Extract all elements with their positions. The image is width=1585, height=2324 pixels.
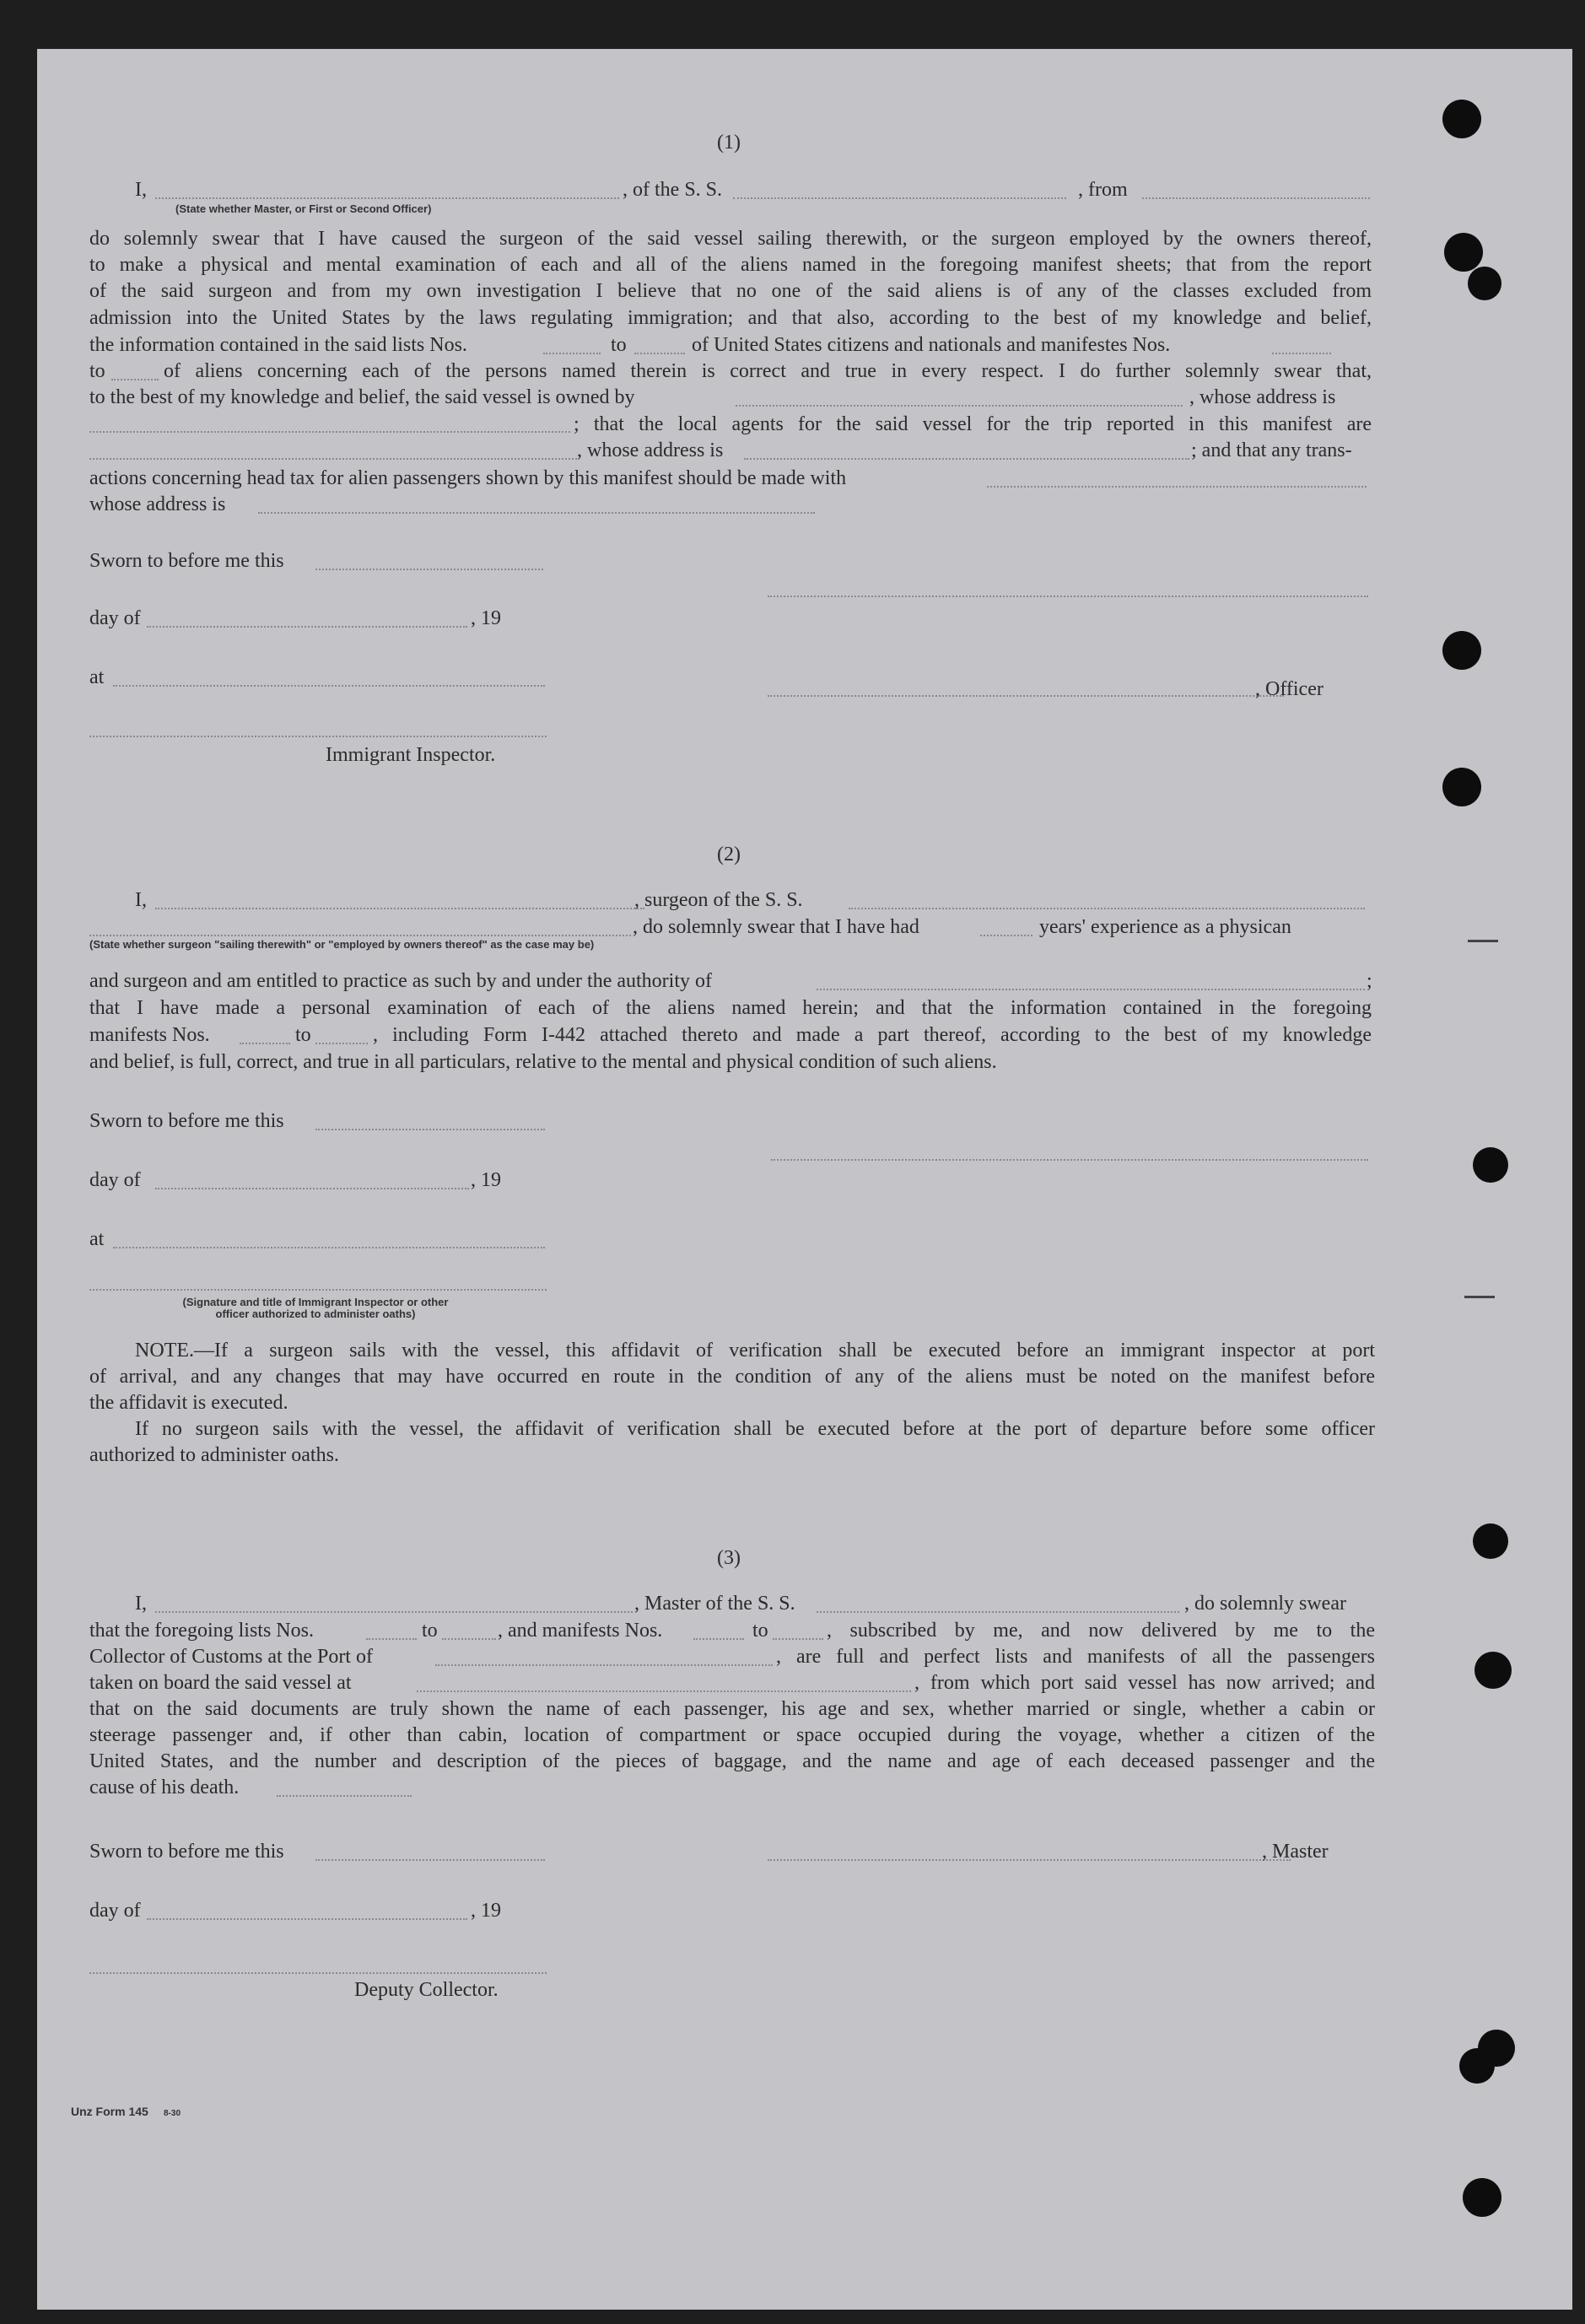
blank-field — [147, 1918, 467, 1920]
section-2-year: , 19 — [471, 1169, 501, 1191]
section-2-sublabel: (State whether surgeon "sailing therewith" or "employed by owners thereof" as the case may be) — [89, 938, 595, 951]
section-1-to: to — [611, 334, 627, 356]
section-3-swear: , do solemnly swear — [1184, 1593, 1346, 1615]
section-2-line: , including Form I-442 attached thereto and made a part thereof, according to the best of my knowledge — [373, 1024, 1372, 1046]
section-3-intro-i: I, — [135, 1593, 147, 1615]
blank-field — [817, 1611, 1179, 1613]
blank-field — [442, 1638, 496, 1640]
section-1-inspector: Immigrant Inspector. — [326, 744, 496, 766]
section-1-from: , from — [1078, 179, 1128, 201]
section-3-day-of: day of — [89, 1900, 141, 1922]
margin-mark — [1468, 940, 1498, 942]
section-1-line: the information contained in the said lists Nos. — [89, 334, 467, 356]
signature-line — [89, 1972, 547, 1974]
section-1-line: , whose address is — [1189, 386, 1336, 408]
blank-field — [733, 197, 1066, 199]
punch-hole — [1442, 768, 1481, 806]
section-3-line: , and manifests Nos. — [498, 1620, 663, 1642]
punch-hole — [1444, 233, 1483, 272]
section-1-line: actions concerning head tax for alien passengers shown by this manifest should be made with — [89, 467, 847, 489]
section-3-sworn: Sworn to before me this — [89, 1841, 284, 1863]
punch-hole — [1468, 267, 1501, 300]
punch-hole — [1442, 100, 1481, 138]
blank-field — [113, 685, 545, 687]
section-3-line: , from which port said vessel has now arrived; and — [914, 1672, 1375, 1694]
section-2-line: manifests Nos. — [89, 1024, 210, 1046]
section-3-line: , are full and perfect lists and manifests of all the passengers — [776, 1646, 1375, 1668]
signature-line — [771, 1159, 1368, 1161]
blank-field — [147, 626, 467, 628]
section-1-line: , whose address is — [577, 439, 724, 461]
punch-hole — [1473, 1147, 1508, 1183]
section-2-to: to — [295, 1024, 311, 1046]
section-1-line: admission into the United States by the laws regulating immigration; and that also, according to the best of my knowledge and belief, — [89, 307, 1372, 329]
punch-hole — [1473, 1523, 1508, 1559]
blank-field — [277, 1795, 412, 1797]
blank-field — [773, 1638, 823, 1640]
section-3-year: , 19 — [471, 1900, 501, 1922]
section-1-intro-i: I, — [135, 179, 147, 201]
section-2-line: and surgeon and am entitled to practice as such by and under the authority of — [89, 970, 712, 992]
punch-hole — [1463, 2178, 1501, 2217]
section-1-officer: , Officer — [1255, 678, 1324, 700]
section-2-number: (2) — [717, 844, 741, 865]
section-2-intro-i: I, — [135, 889, 147, 911]
section-1-line: do solemnly swear that I have caused the surgeon of the said vessel sailing therewith, or the surgeon employed by the owners thereof, — [89, 228, 1372, 250]
blank-field — [366, 1638, 417, 1640]
section-2-line: years' experience as a physican — [1039, 916, 1291, 938]
section-2-line: and belief, is full, correct, and true in all particulars, relative to the mental and physical condition of such aliens. — [89, 1051, 997, 1073]
blank-field — [315, 1129, 545, 1130]
blank-field — [693, 1638, 744, 1640]
section-2-line: that I have made a personal examination of each of the aliens named herein; and that the information contained in the foregoing — [89, 997, 1372, 1019]
note-line: NOTE.—If a surgeon sails with the vessel, this affidavit of verification shall be executed before an immigrant inspector at port — [135, 1340, 1375, 1362]
blank-field — [111, 379, 159, 380]
blank-field — [315, 1859, 545, 1861]
note-line: If no surgeon sails with the vessel, the affidavit of verification shall be executed before at the port of departure before some officer — [135, 1418, 1375, 1440]
section-3-line: steerage passenger and, if other than cabin, location of compartment or space occupied during the voyage, whether a citizen of the — [89, 1724, 1375, 1746]
section-3-line: that the foregoing lists Nos. — [89, 1620, 314, 1642]
blank-field — [417, 1690, 911, 1692]
blank-field — [435, 1664, 773, 1666]
section-1-sublabel: (State whether Master, or First or Second Officer) — [175, 202, 432, 215]
section-1-line: ; that the local agents for the said vessel for the trip reported in this manifest are — [574, 413, 1372, 435]
section-1-number: (1) — [717, 132, 741, 154]
section-1-line: of aliens concerning each of the persons named therein is correct and true in every respect. I do further solemnly swear that, — [164, 360, 1372, 382]
section-3-master: , Master — [1262, 1841, 1329, 1863]
blank-field — [89, 431, 570, 433]
section-2-surgeon-ss: , surgeon of the S. S. — [634, 889, 803, 911]
section-3-line: United States, and the number and description of the pieces of baggage, and the name and age of each deceased passenger and the — [89, 1750, 1375, 1772]
section-3-line: taken on board the said vessel at — [89, 1672, 352, 1694]
blank-field — [543, 353, 601, 354]
punch-hole — [1459, 2048, 1495, 2084]
note-line: the affidavit is executed. — [89, 1392, 288, 1414]
section-1-line: whose address is — [89, 493, 226, 515]
section-1-sworn: Sworn to before me this — [89, 550, 284, 572]
blank-field — [1272, 353, 1331, 354]
blank-field — [258, 512, 815, 514]
section-3-to: to — [752, 1620, 768, 1642]
blank-field — [634, 353, 685, 354]
section-3-master-ss: , Master of the S. S. — [634, 1593, 795, 1615]
signature-line — [768, 596, 1368, 597]
signature-line — [768, 695, 1284, 697]
section-1-to: to — [89, 360, 105, 382]
section-2-sig-label: officer authorized to administer oaths) — [215, 1308, 416, 1320]
section-1-year: , 19 — [471, 607, 501, 629]
blank-field — [1142, 197, 1370, 199]
section-1-line: of United States citizens and nationals and manifestes Nos. — [692, 334, 1171, 356]
section-1-line: ; and that any trans- — [1191, 439, 1352, 461]
section-1-line: of the said surgeon and from my own investigation I believe that no one of the said aliens is of any of the classes excluded from — [89, 280, 1372, 302]
margin-mark — [1464, 1296, 1495, 1298]
punch-hole — [1474, 1652, 1512, 1689]
blank-field — [849, 908, 1365, 909]
blank-field — [817, 989, 1365, 990]
section-2-day-of: day of — [89, 1169, 141, 1191]
punch-hole — [1442, 631, 1481, 670]
section-3-line: Collector of Customs at the Port of — [89, 1646, 373, 1668]
section-3-line: , subscribed by me, and now delivered by me to the — [827, 1620, 1375, 1642]
signature-line — [89, 736, 547, 737]
blank-field — [155, 1611, 633, 1613]
section-1-line: to the best of my knowledge and belief, the said vessel is owned by — [89, 386, 635, 408]
signature-line — [768, 1859, 1291, 1861]
form-id: Unz Form 145 — [71, 2105, 148, 2118]
section-2-line: , do solemnly swear that I have had — [633, 916, 919, 938]
blank-field — [155, 908, 644, 909]
section-1-at: at — [89, 666, 105, 688]
note-line: authorized to administer oaths. — [89, 1444, 339, 1466]
section-1-of-ss: , of the S. S. — [623, 179, 723, 201]
section-2-at: at — [89, 1228, 105, 1250]
blank-field — [315, 1043, 368, 1044]
signature-line — [89, 1289, 547, 1291]
blank-field — [315, 569, 543, 570]
section-3-deputy: Deputy Collector. — [354, 1979, 499, 2001]
blank-field — [155, 1188, 469, 1189]
section-3-line: that on the said documents are truly shown the name of each passenger, his age and sex, whether married or single, whether a cabin or — [89, 1698, 1375, 1720]
form-date: 8-30 — [164, 2109, 181, 2118]
blank-field — [155, 197, 619, 199]
section-2-semicolon: ; — [1367, 970, 1372, 992]
section-3-line: cause of his death. — [89, 1777, 240, 1798]
blank-field — [113, 1247, 545, 1248]
blank-field — [744, 458, 1189, 460]
section-1-line: to make a physical and mental examination of each and all of the aliens named in the foregoing manifest sheets; that from the report — [89, 254, 1372, 276]
blank-field — [89, 458, 577, 460]
note-line: of arrival, and any changes that may have occurred en route in the condition of any of the aliens must be noted on the manifest before — [89, 1366, 1375, 1388]
blank-field — [240, 1043, 290, 1044]
blank-field — [980, 935, 1032, 936]
blank-field — [89, 935, 631, 936]
section-2-sig-label: (Signature and title of Immigrant Inspector or other — [182, 1296, 449, 1308]
section-1-day-of: day of — [89, 607, 141, 629]
blank-field — [736, 405, 1183, 407]
document-page — [37, 49, 1572, 2310]
blank-field — [987, 486, 1367, 488]
section-3-number: (3) — [717, 1547, 741, 1569]
section-2-sworn: Sworn to before me this — [89, 1110, 284, 1132]
section-3-to: to — [422, 1620, 438, 1642]
